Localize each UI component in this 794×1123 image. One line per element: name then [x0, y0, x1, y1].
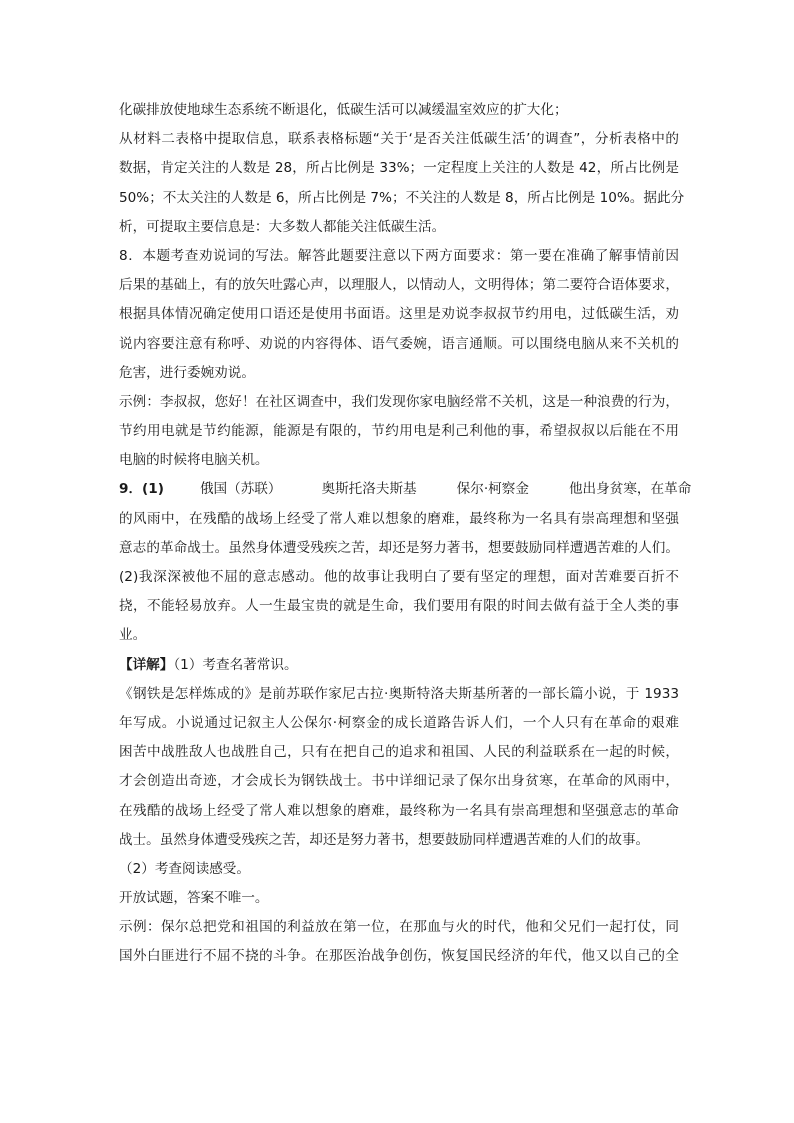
text-line: 的风雨中，在残酷的战场上经受了常人难以想象的磨难，最终称为一名具有崇高理想和坚强	[119, 510, 679, 527]
text-line: 战士。虽然身体遭受残疾之苦，却还是努力著书，想要鼓励同样遭遇苦难的人们的故事。	[119, 831, 650, 848]
text-line: 说内容要注意有称呼、劝说的内容得体、语气委婉，语言通顺。可以围绕电脑从来不关机的	[119, 335, 679, 352]
text-line: 析，可提取主要信息是：大多数人都能关注低碳生活。	[119, 218, 446, 235]
text-line: 数据，肯定关注的人数是 28，所占比例是 33%；一定程度上关注的人数是 42，所占比例是	[119, 160, 679, 177]
text-line: 业。	[119, 627, 147, 644]
text-line: 节约用电就是节约能源，能源是有限的，节约用电是利己利他的事，希望叔叔以后能在不用	[119, 423, 679, 440]
text-line: 国外白匪进行不屈不挠的斗争。在那医治战争创伤，恢复国民经济的年代，他又以自己的全	[119, 948, 679, 965]
text-line: 危害，进行委婉劝说。	[119, 364, 255, 381]
text-line: 年写成。小说通过记叙主人公保尔·柯察金的成长道路告诉人们，一个人只有在革命的艰难	[119, 714, 679, 731]
text-line: 后果的基础上，有的放矢吐露心声，以理服人，以情动人，文明得体；第二要符合语体要求，	[119, 277, 679, 294]
text-line: 挠，不能轻易放弃。人一生最宝贵的就是生命，我们要用有限的时间去做有益于全人类的事	[119, 598, 679, 615]
detail-label: 【详解】	[119, 656, 174, 673]
text-line: 才会创造出奇迹，才会成长为钢铁战士。书中详细记录了保尔出身贫寒，在革命的风雨中，	[119, 773, 679, 790]
text-line: 开放试题，答案不唯一。	[119, 890, 269, 907]
text-line: 8．本题考查劝说词的写法。解答此题要注意以下两方面要求：第一要在准确了解事情前因	[119, 247, 679, 264]
answer-author: 奥斯托洛夫斯基	[321, 481, 417, 498]
answer-country: 俄国（苏联）	[199, 481, 282, 498]
text-line: 电脑的时候将电脑关机。	[119, 452, 269, 469]
question-9-answer-line	[119, 475, 692, 504]
answer-tail: 他出身贫寒，在革命	[568, 481, 692, 498]
text-line: 化碳排放使地球生态系统不断退化，低碳生活可以减缓温室效应的扩大化；	[119, 102, 568, 118]
text-line: 示例：保尔总把党和祖国的利益放在第一位，在那血与火的时代，他和父兄们一起打仗，同	[119, 919, 679, 936]
text-line: 《钢铁是怎样炼成的》是前苏联作家尼古拉·奥斯特洛夫斯基所著的一部长篇小说，于 1933	[119, 685, 679, 702]
text-line: (2)我深深被他不屈的意志感动。他的故事让我明白了要有坚定的理想，面对苦难要百折不	[119, 569, 679, 585]
text-line: 意志的革命战士。虽然身体遭受残疾之苦，却还是努力著书，想要鼓励同样遭遇苦难的人们。	[119, 539, 679, 556]
text-line: （2）考查阅读感受。	[119, 860, 250, 877]
document-page	[119, 96, 692, 972]
text-line: 困苦中战胜敌人也战胜自己，只有在把自己的追求和祖国、人民的利益联系在一起的时候，	[119, 744, 679, 761]
detail-sub-1: （1）考查名著常识。	[173, 656, 298, 673]
text-line: 在残酷的战场上经受了常人难以想象的磨难，最终称为一名具有崇高理想和坚强意志的革命	[119, 802, 679, 819]
answer-hero: 保尔·柯察金	[456, 481, 529, 498]
text-line: 从材料二表格中提取信息，联系表格标题“关于‘是否关注低碳生活’的调查”，分析表格中的	[119, 131, 679, 148]
question-9-label: 9．(1)	[119, 481, 164, 498]
text-line: 示例：李叔叔，您好！在社区调查中，我们发现你家电脑经常不关机，这是一种浪费的行为，	[119, 393, 679, 410]
text-line: 50%；不太关注的人数是 6，所占比例是 7%；不关注的人数是 8，所占比例是 10%。据此分	[119, 189, 685, 206]
text-line: 根据具体情况确定使用口语还是使用书面语。这里是劝说李叔叔节约用电，过低碳生活，劝	[119, 306, 679, 323]
detail-heading	[119, 651, 679, 680]
